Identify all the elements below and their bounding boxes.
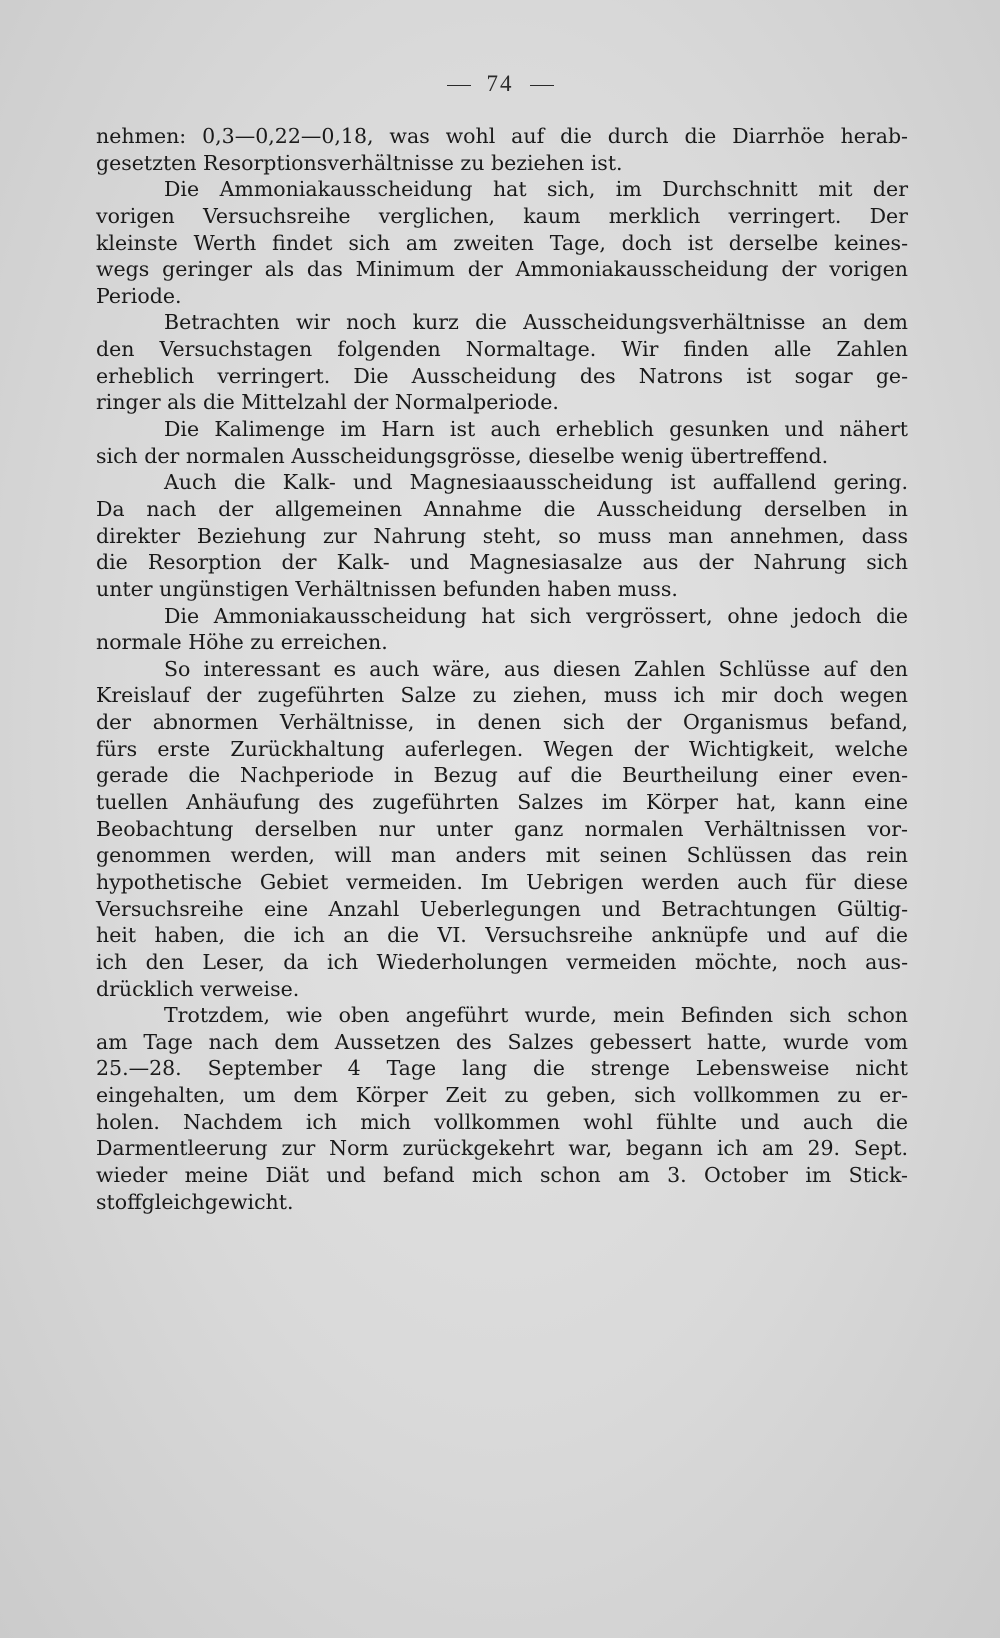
text-line: drücklich verweise. [96,976,300,1001]
text-line: Kreislauf der zugeführten Salze zu ziehen, muss ich mir doch wegen [96,683,908,708]
text-line: Versuchsreihe eine Anzahl Ueberlegungen und Betrachtungen Gültig- [96,896,908,921]
text-line: genommen werden, will man anders mit seinen Schlüssen das rein [96,843,908,868]
left-dash [447,85,471,87]
text-line: nehmen: 0,3—0,22—0,18, was wohl auf die durch die Diarrhöe herab- [96,124,908,148]
text-line: So interessant es auch wäre, aus diesen Zahlen Schlüsse auf den [164,656,908,681]
text-line: Die Ammoniakausscheidung hat sich vergrössert, ohne jedoch die [164,603,908,628]
text-line: sich der normalen Ausscheidungsgrösse, dieselbe wenig übertreffend. [96,443,829,468]
text-line: Da nach der allgemeinen Annahme die Ausscheidung derselben in [96,496,908,521]
text-line: direkter Beziehung zur Nahrung steht, so muss man annehmen, dass [96,523,908,548]
text-line: wegs geringer als das Minimum der Ammoniakausscheidung der vorigen [96,257,908,282]
text-line: normale Höhe zu erreichen. [96,630,388,655]
page-number-header [0,71,1000,97]
text-line: 25.—28. September 4 Tage lang die strenge Lebensweise nicht [96,1056,908,1081]
text-line: ringer als die Mittelzahl der Normalperiode. [96,390,559,415]
text-line: die Resorption der Kalk- und Magnesiasalze aus der Nahrung sich [96,550,908,575]
text-line: ich den Leser, da ich Wiederholungen vermeiden möchte, noch aus- [96,949,908,974]
text-line: hypothetische Gebiet vermeiden. Im Uebrigen werden auch für diese [96,869,908,894]
text-line: holen. Nachdem ich mich vollkommen wohl fühlte und auch die [96,1109,908,1134]
text-line: eingehalten, um dem Körper Zeit zu geben, sich vollkommen zu er- [96,1083,908,1108]
text-line: Trotzdem, wie oben angeführt wurde, mein Befinden sich schon [164,1003,908,1028]
page-number: 74 [486,71,514,96]
text-line: Betrachten wir noch kurz die Ausscheidungsverhältnisse an dem [164,310,908,335]
text-line: heit haben, die ich an die VI. Versuchsreihe anknüpfe und auf die [96,923,908,948]
text-line: fürs erste Zurückhaltung auferlegen. Wegen der Wichtigkeit, welche [96,736,908,761]
text-line: wieder meine Diät und befand mich schon am 3. October im Stick- [96,1162,908,1187]
text-line: kleinste Werth findet sich am zweiten Tage, doch ist derselbe keines- [96,230,908,255]
text-line: erheblich verringert. Die Ausscheidung des Natrons ist sogar ge- [96,363,908,388]
body-text [96,123,908,1215]
text-line: Periode. [96,283,182,308]
text-line: am Tage nach dem Aussetzen des Salzes gebessert hatte, wurde vom [96,1029,908,1054]
text-line: vorigen Versuchsreihe verglichen, kaum merklich verringert. Der [96,203,908,228]
text-line: den Versuchstagen folgenden Normaltage. Wir finden alle Zahlen [96,337,908,362]
text-line: gesetzten Resorptionsverhältnisse zu beziehen ist. [96,150,623,175]
text-line: Auch die Kalk- und Magnesiaausscheidung ist auffallend gering. [164,470,908,495]
text-line: Darmentleerung zur Norm zurückgekehrt war, begann ich am 29. Sept. [96,1136,908,1161]
text-line: Beobachtung derselben nur unter ganz normalen Verhältnissen vor- [96,816,908,841]
text-line: unter ungünstigen Verhältnissen befunden haben muss. [96,576,678,601]
text-line: gerade die Nachperiode in Bezug auf die Beurtheilung einer even- [96,763,908,788]
text-line: der abnormen Verhältnisse, in denen sich der Organismus befand, [96,710,908,735]
text-line: stoffgleichgewicht. [96,1189,294,1214]
right-dash [530,85,554,87]
text-line: tuellen Anhäufung des zugeführten Salzes im Körper hat, kann eine [96,790,908,815]
text-line: Die Kalimenge im Harn ist auch erheblich gesunken und nähert [164,417,908,442]
text-line: Die Ammoniakausscheidung hat sich, im Durchschnitt mit der [164,177,908,202]
